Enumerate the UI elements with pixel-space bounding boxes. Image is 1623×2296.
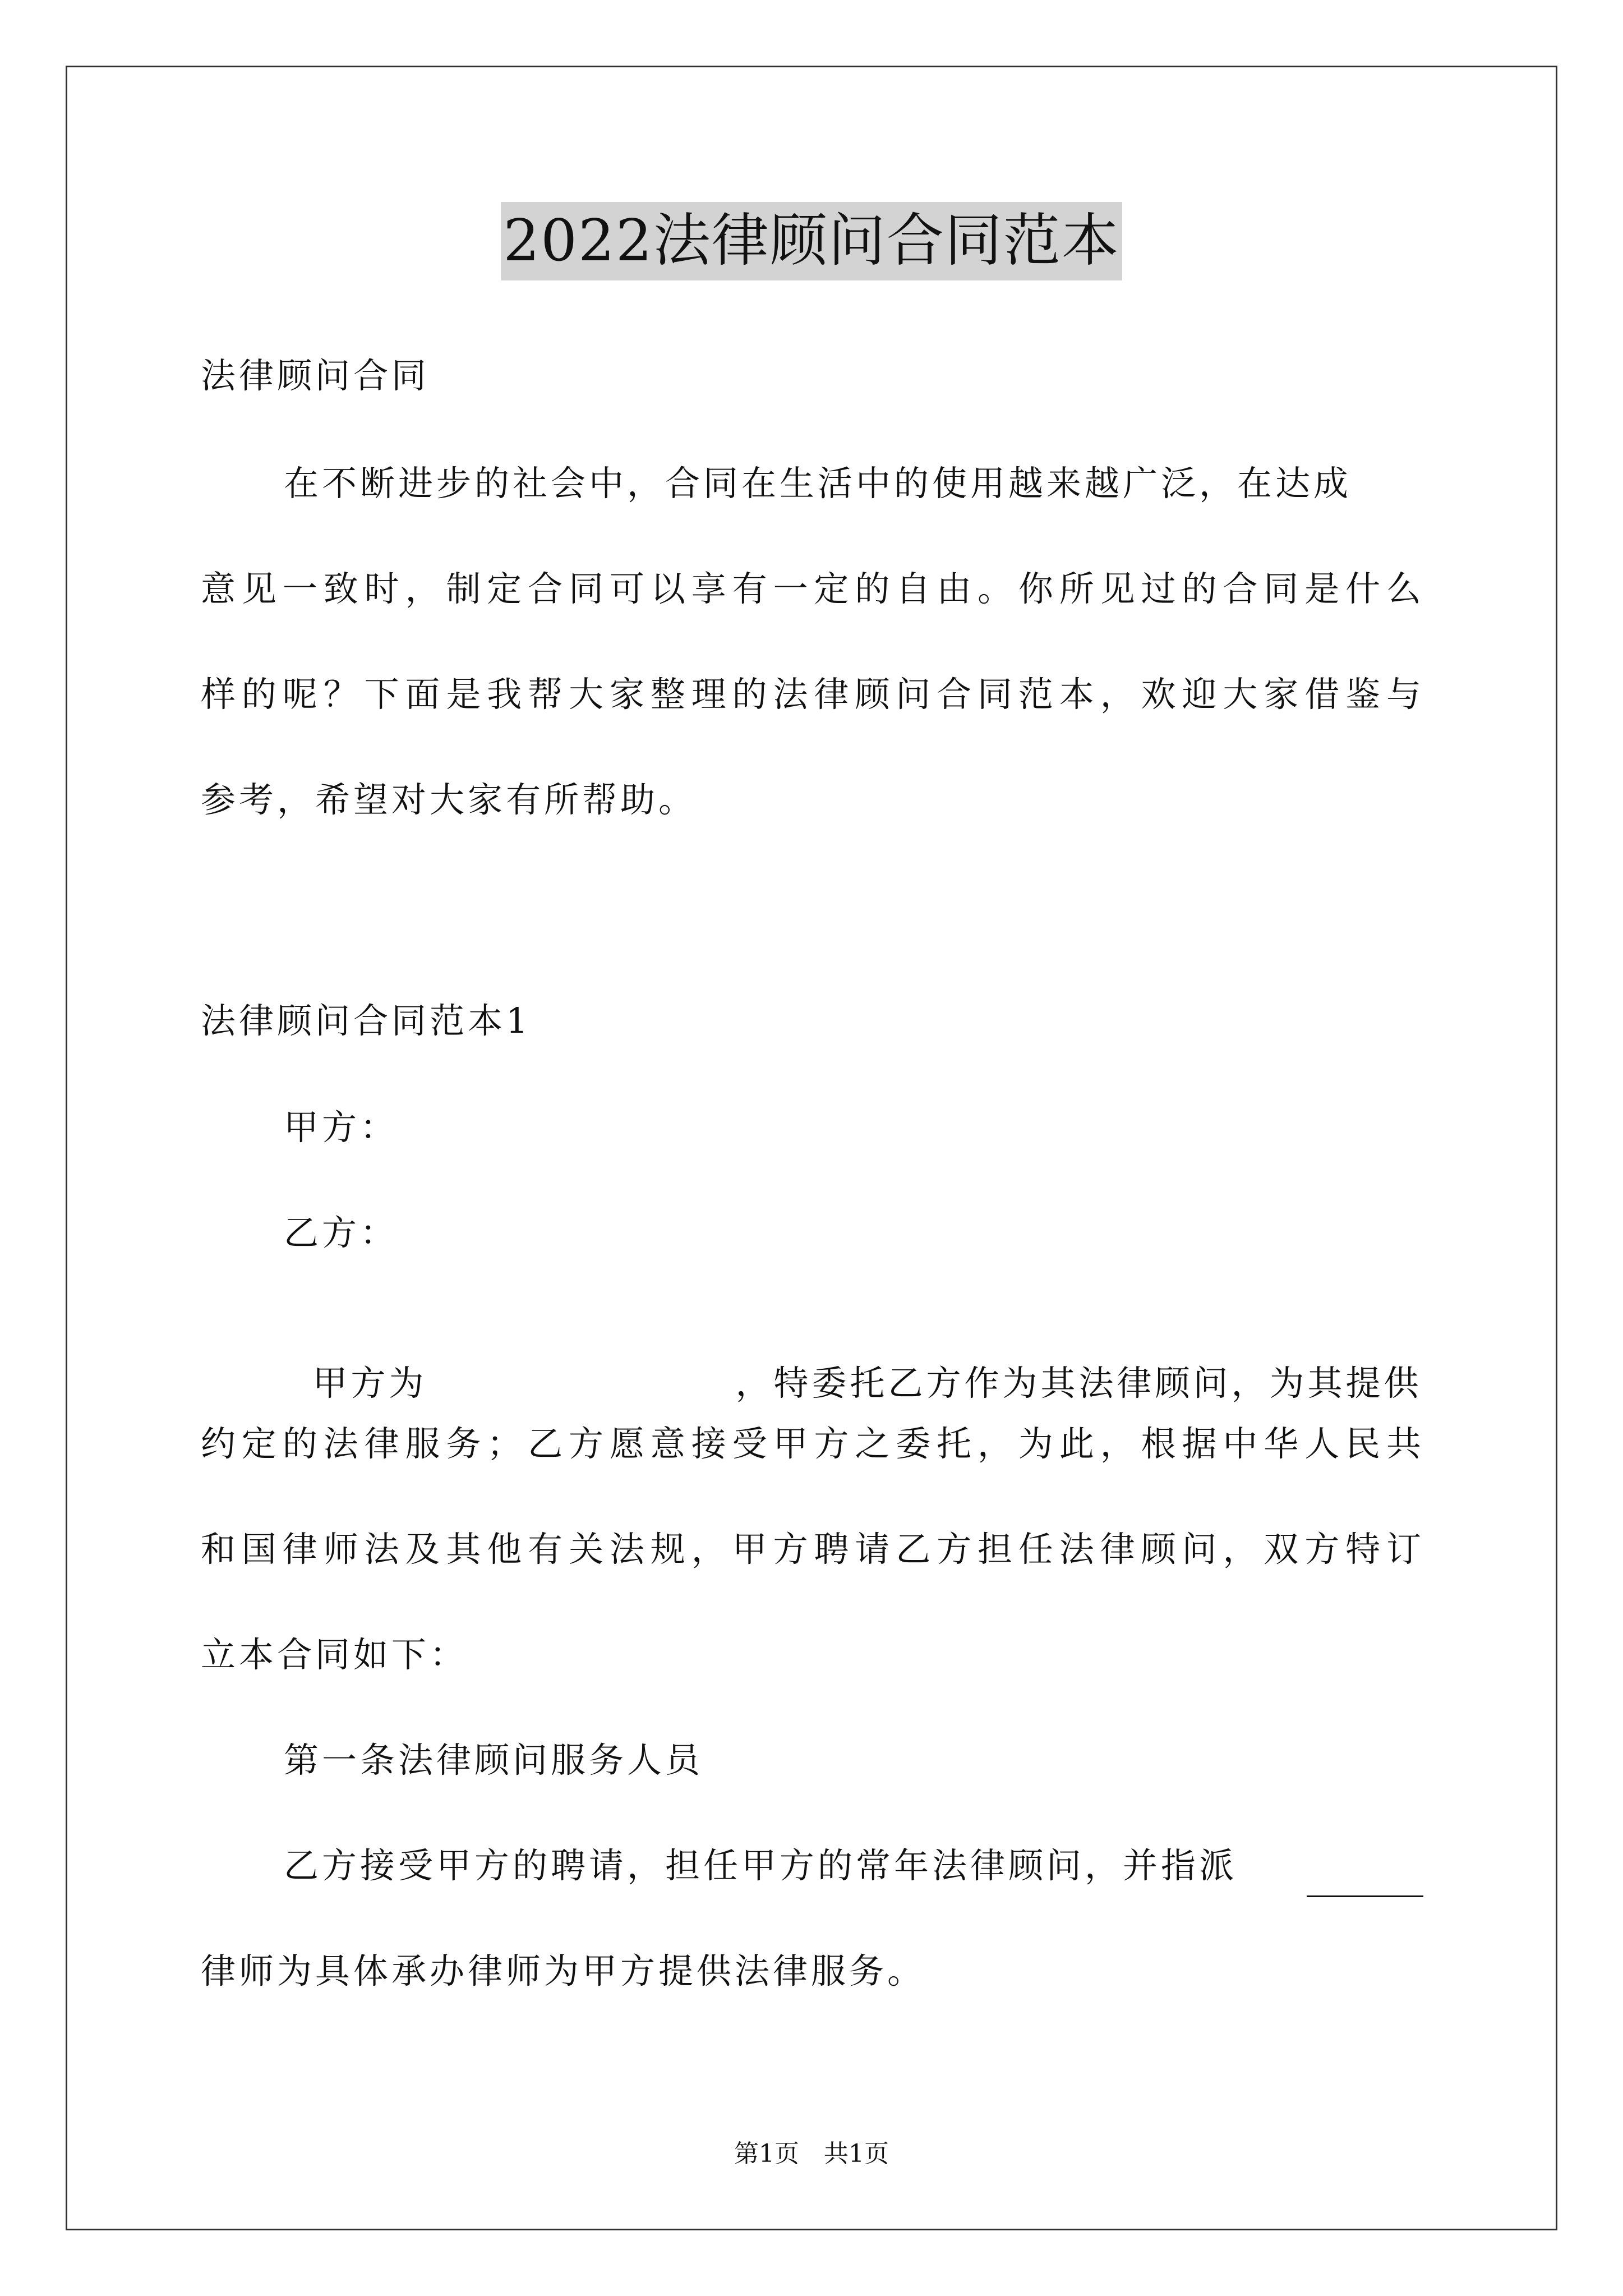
paragraph-1-line-1 — [284, 1316, 1422, 1406]
para1-rest: ，特委托乙方作为其法律顾问，为其提供 — [735, 1363, 1422, 1404]
para1-start: 甲方为 — [312, 1363, 427, 1404]
intro-line-3: 样的呢？下面是我帮大家整理的法律顾问合同范本，欢迎大家借鉴与 — [201, 674, 1423, 715]
heading: 法律顾问合同 — [201, 355, 430, 396]
section-title: 法律顾问合同范本1 — [201, 1000, 532, 1041]
document-title: 2022法律顾问合同范本 — [501, 202, 1122, 280]
intro-line-2: 意见一致时，制定合同可以享有一定的自由。你所见过的合同是什么 — [201, 568, 1423, 609]
article-1-line-1: 乙方接受甲方的聘请，担任甲方的常年法律顾问，并指派 — [284, 1845, 1238, 1886]
page-footer: 第1页 共1页 — [734, 2139, 889, 2168]
title-container — [0, 202, 1623, 280]
paragraph-1-line-3: 和国律师法及其他有关法规，甲方聘请乙方担任法律顾问，双方特订 — [201, 1529, 1423, 1570]
fill-in-blank — [1307, 1895, 1423, 1897]
article-1-title: 第一条法律顾问服务人员 — [284, 1740, 704, 1780]
paragraph-1-line-4: 立本合同如下： — [201, 1634, 468, 1675]
intro-line-1: 在不断进步的社会中，合同在生活中的使用越来越广泛，在达成 — [284, 463, 1352, 504]
party-b-label: 乙方： — [284, 1212, 399, 1253]
paragraph-1-line-2: 约定的法律服务；乙方愿意接受甲方之委托，为此，根据中华人民共 — [201, 1423, 1423, 1464]
party-a-label: 甲方： — [284, 1107, 399, 1148]
intro-line-4: 参考，希望对大家有所帮助。 — [201, 779, 697, 820]
article-1-line-2: 律师为具体承办律师为甲方提供法律服务。 — [201, 1950, 926, 1991]
